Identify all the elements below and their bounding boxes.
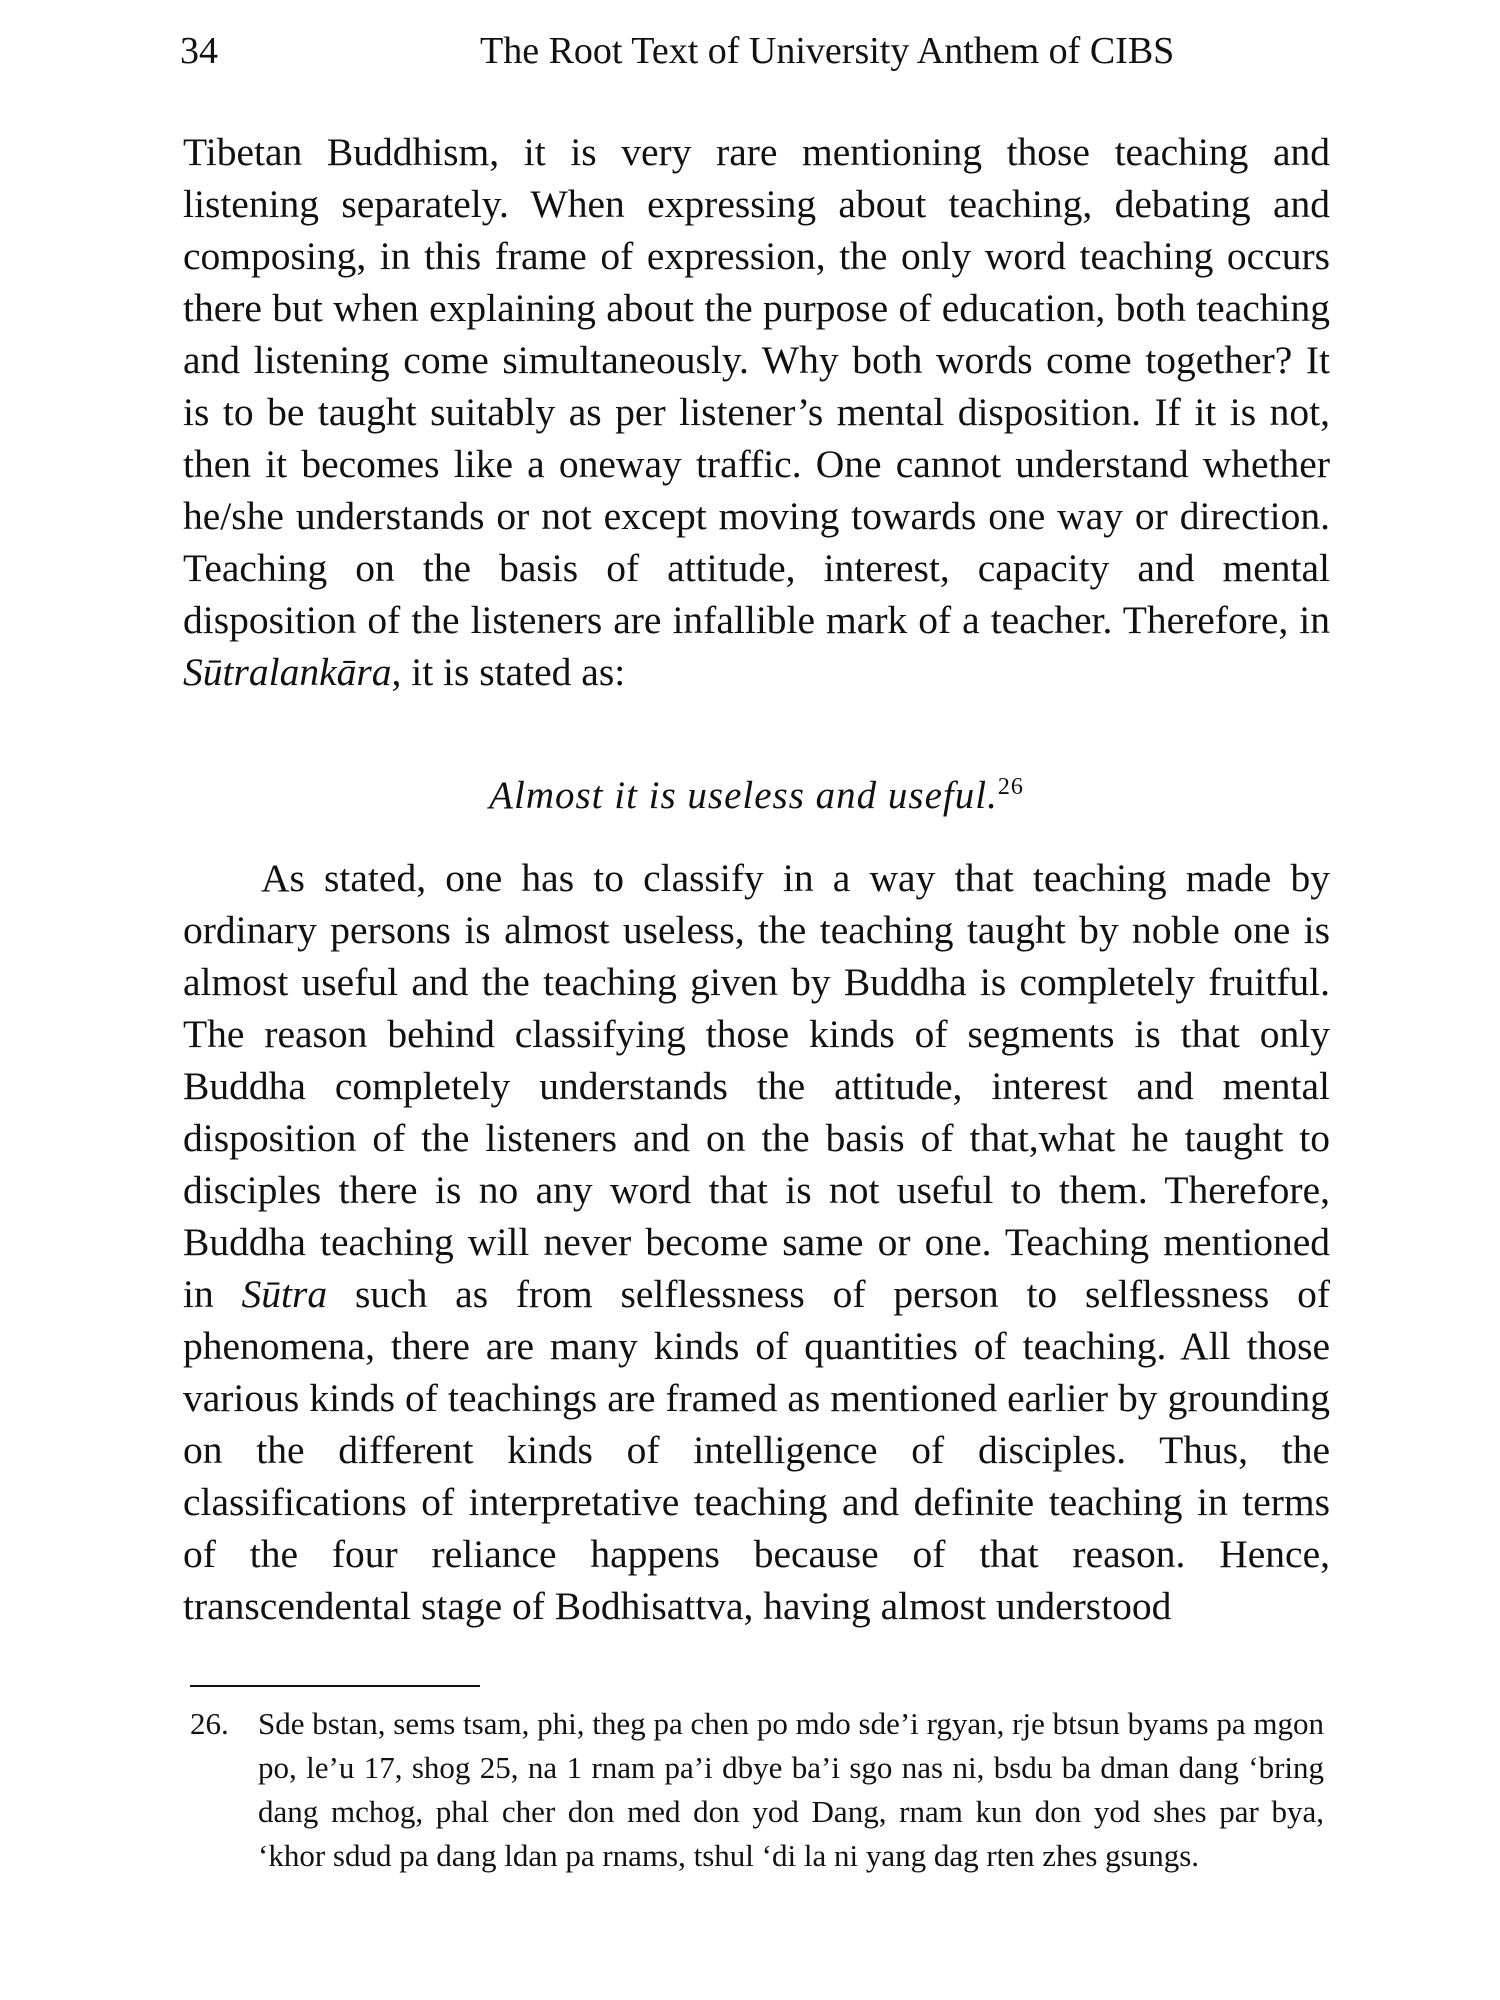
paragraph-2 — [183, 852, 1330, 1632]
footnote-text: Sde bstan, sems tsam, phi, theg pa chen po mdo sde’i rgyan, rje btsun byams pa mgon po, le’u 17, shog 25, na 1 rnam pa’i dbye ba’i sgo nas ni, bsdu ba dman dang ‘bring dang mchog, phal cher don med don yod Dang, rnam kun don yod shes par bya, ‘khor sdud pa dang ldan pa rnams, tshul ‘di la ni yang dag rten zhes gsungs. — [258, 1706, 1324, 1873]
paragraph-1-text — [183, 126, 1330, 698]
block-quote — [183, 770, 1330, 822]
paragraph-1-text-end: , it is stated as: — [391, 650, 626, 694]
paragraph-1 — [183, 126, 1330, 698]
page-number: 34 — [180, 30, 218, 72]
sutralankara-title: Sūtralankāra — [183, 650, 392, 694]
footnote-number: 26. — [190, 1706, 229, 1741]
page-header — [180, 24, 1340, 78]
footnote-divider — [190, 1685, 480, 1687]
footnote — [190, 1702, 1324, 1878]
footnote-reference: 26 — [997, 774, 1024, 800]
running-title: The Root Text of University Anthem of CIBS — [480, 30, 1175, 72]
paragraph-2-text-end: such as from selflessness of person to selflessness of phenomena, there are many kinds of quantities of teaching. All those various kinds of teachings are framed as mentioned earlier by grounding on the different kinds of intelligence of disciples. Thus, the classifications of interpretative teaching and definite teaching in terms of the four reliance happens because of that reason. Hence, transcendental stage of Bodhisattva, having almost understood — [183, 1272, 1330, 1628]
paragraph-1-text-start: Tibetan Buddhism, it is very rare mentioning those teaching and listening separately. When expressing about teaching, debating and composing, in this frame of expression, the only word teaching occurs there but when explaining about the purpose of education, both teaching and listening come simultaneously. Why both words come together? It is to be taught suitably as per listener’s mental disposition. If it is not, then it becomes like a oneway traffic. One cannot understand whether he/she understands or not except moving towards one way or direction. Teaching on the basis of attitude, interest, capacity and mental disposition of the listeners are infallible mark of a teacher. Therefore, in — [183, 130, 1330, 642]
sutra-word: Sūtra — [241, 1272, 328, 1316]
quote-text: Almost it is useless and useful. — [489, 774, 998, 817]
paragraph-2-text-start: As stated, one has to classify in a way that teaching made by ordinary persons is almost useless, the teaching taught by noble one is almost useful and the teaching given by Buddha is completely fruitful. The reason behind classifying those kinds of segments is that only Buddha completely understands the attitude, interest and mental disposition of the listeners and on the basis of that,what he taught to disciples there is no any word that is not useful to them. Therefore, Buddha teaching will never become same or one. Teaching mentioned in — [183, 856, 1330, 1316]
paragraph-2-text — [183, 852, 1330, 1632]
